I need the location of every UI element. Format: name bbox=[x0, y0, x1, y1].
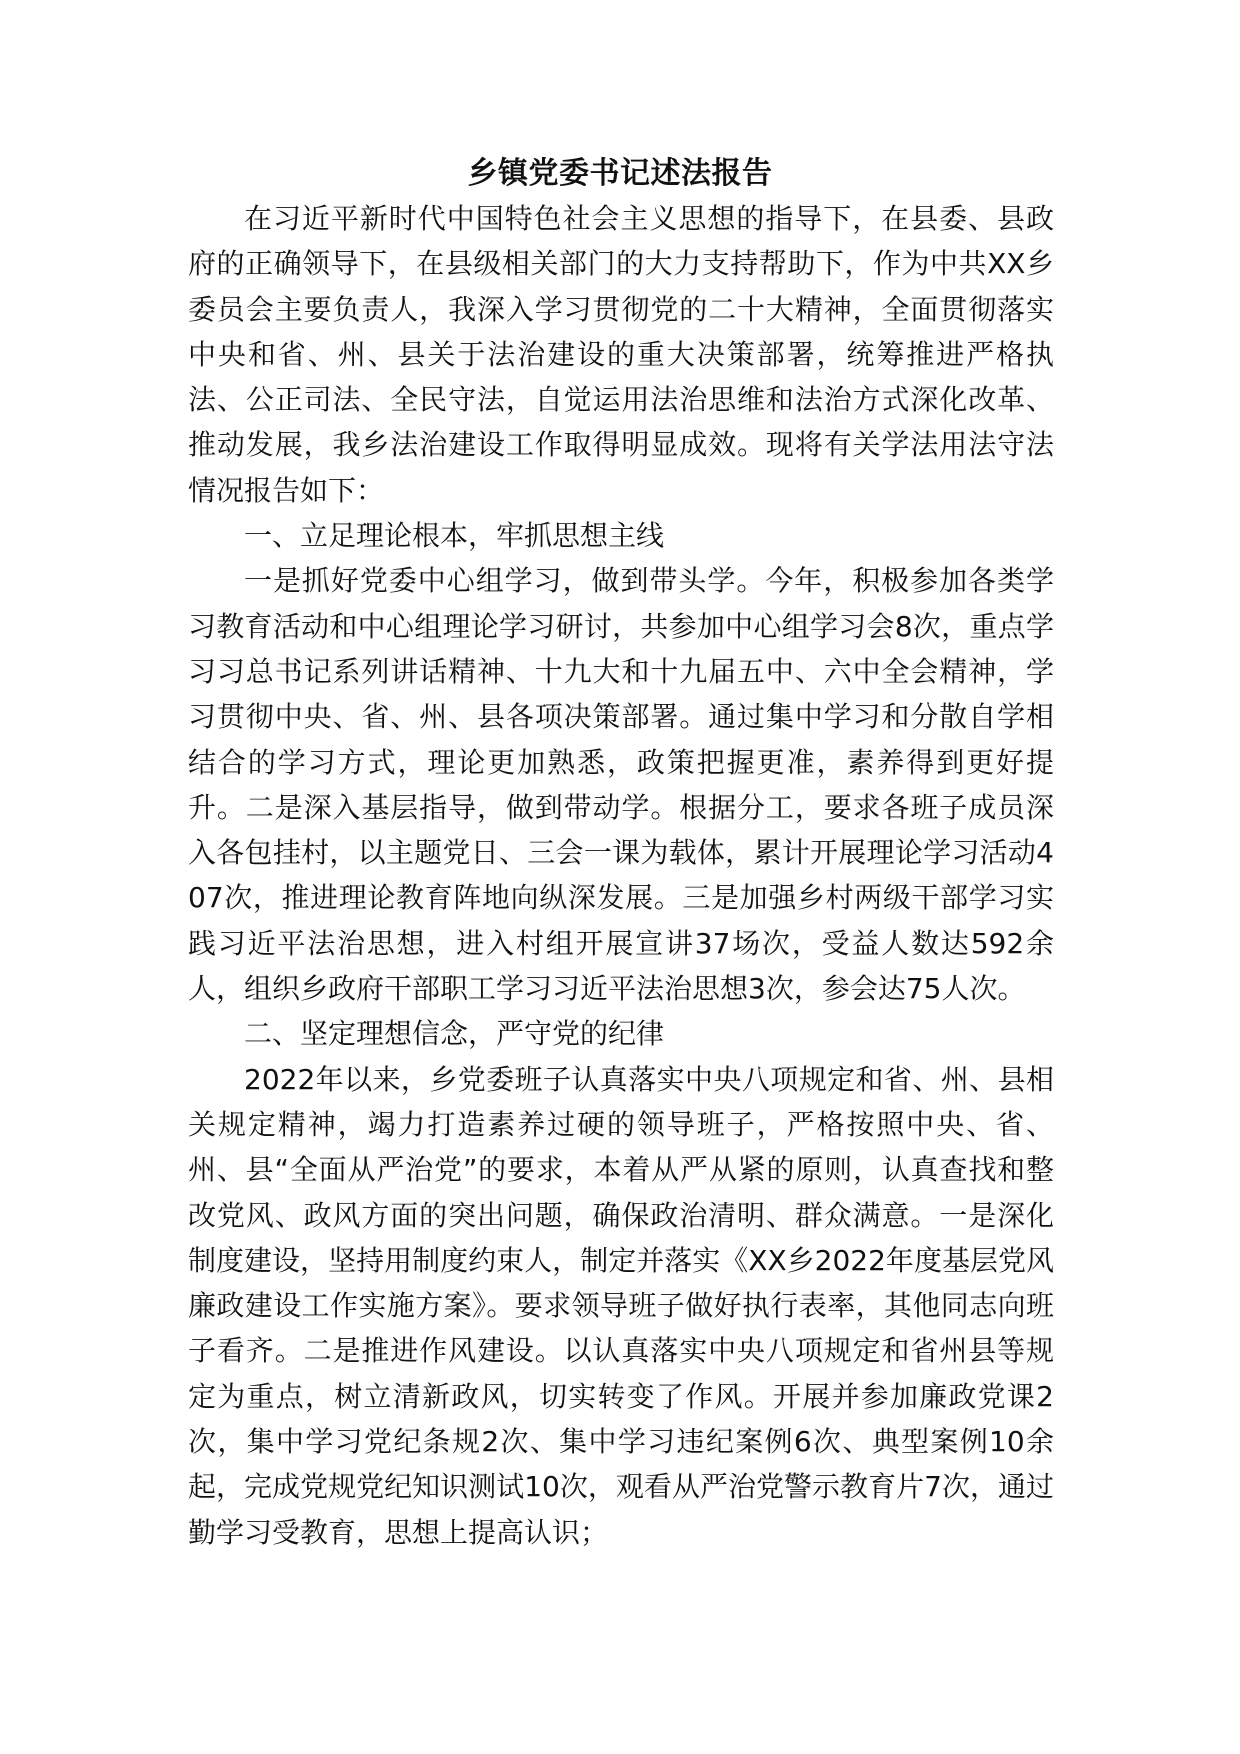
document-title: 乡镇党委书记述法报告 bbox=[467, 156, 773, 191]
section-2-paragraph: 2022年以来，乡党委班子认真落实中央八项规定和省、州、县相关规定精神，竭力打造素养过硬的领导班子，严格按照中央、省、州、县“全面从严治党”的要求，本着从严从紧的原则，认真查找和整改党风、政风方面的突出问题，确保政治清明、群众满意。一是深化制度建设，坚持用制度约束人，制定并落实《XX乡2022年度基层党风廉政建设工作实施方案》。要求领导班子做好执行表率，其他同志向班子看齐。二是推进作风建设。以认真落实中央八项规定和省州县等规定为重点，树立清新政风，切实转变了作风。开展并参加廉政党课2次，集中学习党纪条规2次、集中学习违纪案例6次、典型案例10余起，完成党规党纪知识测试10次，观看从严治党警示教育片7次，通过勤学习受教育，思想上提高认识； bbox=[188, 1062, 1054, 1549]
intro-paragraph: 在习近平新时代中国特色社会主义思想的指导下，在县委、县政府的正确领导下，在县级相关部门的大力支持帮助下，作为中共XX乡委员会主要负责人，我深入学习贯彻党的二十大精神，全面贯彻落实中央和省、州、县关于法治建设的重大决策部署，统筹推进严格执法、公正司法、全民守法，自觉运用法治思维和法治方式深化改革、推动发展，我乡法治建设工作取得明显成效。现将有关学法用法守法情况报告如下： bbox=[188, 202, 1054, 507]
section-heading-1: 一、立足理论根本，牢抓思想主线 bbox=[244, 519, 665, 553]
document-body bbox=[188, 196, 1054, 1555]
section-1-paragraph: 一是抓好党委中心组学习，做到带头学。今年，积极参加各类学习教育活动和中心组理论学习研讨，共参加中心组学习会8次，重点学习习总书记系列讲话精神、十九大和十九届五中、六中全会精神，学习贯彻中央、省、州、县各项决策部署。通过集中学习和分散自学相结合的学习方式，理论更加熟悉，政策把握更准，素养得到更好提升。二是深入基层指导，做到带动学。根据分工，要求各班子成员深入各包挂村，以主题党日、三会一课为载体，累计开展理论学习活动407次，推进理论教育阵地向纵深发展。三是加强乡村两级干部学习实践习近平法治思想，进入村组开展宣讲37场次，受益人数达592余人，组织乡政府干部职工学习习近平法治思想3次，参会达75人次。 bbox=[188, 564, 1054, 1006]
section-heading-2: 二、坚定理想信念，严守党的纪律 bbox=[244, 1017, 665, 1051]
